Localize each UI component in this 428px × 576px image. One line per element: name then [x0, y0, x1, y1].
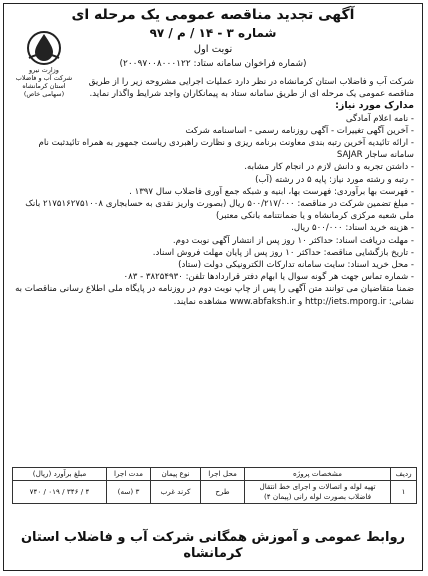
doc-item: - تاریخ بازگشایی مناقصه: حداکثر ۱۰ روز پس از پایان مهلت فروش اسناد. [152, 247, 414, 258]
notice-number: شماره ۳ - ۱۴ / م / ۹۷ [149, 26, 277, 40]
table-cell: تهیه لوله و اتصالات و اجرای خط انتقال فاضلاب بصورت لوله رانی (پیمان ۴) [245, 481, 391, 504]
doc-item: - ارائه تائیدیه آخرین رتبه بندی معاونت برنامه ریزی و نظارت راهبردی ریاست جمهور به همراه تائیدثبت نام سامانه ساجار SAJAR [38, 138, 414, 161]
table-header-row [13, 468, 417, 481]
doc-item: - فهرست بها برآوردی: فهرست بها، ابنیه و شبکه جمع آوری فاضلاب سال ۱۳۹۷ . [129, 186, 414, 197]
notice-round: نوبت اول [193, 44, 233, 55]
doc-item: - آخرین آگهی تغییرات - آگهی روزنامه رسمی - اساسنامه شرکت [185, 125, 414, 136]
notice-body [12, 76, 414, 308]
tender-table [12, 467, 417, 504]
table-header: مبلغ برآورد (ریال) [13, 468, 107, 481]
table-cell: ۱ [391, 481, 417, 504]
logo-line: (سهامی خاص) [23, 90, 65, 98]
doc-item: - شماره تماس جهت هر گونه سوال یا ابهام دفتر قراردادها تلفن: ۳۸۲۵۴۹۳۰ - ۰۸۳ [123, 272, 414, 283]
table-header: نوع پیمان [151, 468, 201, 481]
doc-item: - محل خرید اسناد: سایت سامانه تدارکات الکترونیکی دولت (ستاد) [178, 260, 414, 271]
water-drop-icon [21, 26, 67, 66]
doc-item: - مبلغ تضمین شرکت در مناقصه: ۵۰۰/۲۱۷/۰۰۰ ریال (بصورت واریز نقدی به حسابجاری ۲۱۷۵۱۶۲۷۵۱۰۰۸ بانک ملی شعبه مرکزی کرمانشاه و یا ضمانتنامه بانکی معتبر) [25, 199, 414, 222]
setad-number: (شماره فراخوان سامانه ستاد: ۲۰۰۹۷۰۰۸۰۰۰۱۲۲) [119, 59, 307, 69]
logo-line: استان کرمانشاه [22, 82, 66, 90]
tender-notice [3, 3, 423, 571]
notice-title: آگهی تجدید مناقصه عمومی یک مرحله ای [71, 7, 355, 23]
table-header: محل اجرا [201, 468, 245, 481]
table-header: ردیف [391, 468, 417, 481]
doc-item: - هزینه خرید اسناد: ۵۰۰/۰۰۰ ریال. [291, 223, 414, 234]
table-header: مدت اجرا [107, 468, 151, 481]
doc-item: - داشتن تجربه و دانش لازم در انجام کار مشابه. [244, 162, 414, 173]
doc-item: - نامه اعلام آمادگی [345, 113, 414, 124]
doc-item: - مهلت دریافت اسناد: حداکثر ۱۰ روز پس از انتشار آگهی نوبت دوم. [172, 235, 414, 246]
doc-item: ضمنا متقاضیان می توانند متن آگهی را پس از چاپ نوبت دوم در روزنامه در پایگاه ملی اطلاع رسانی مناقصات به نشانی: http://iets.mporg.ir و www.abfaksh.ir مشاهده نمایند. [15, 284, 414, 307]
logo-line: شرکت آب و فاضلاب [15, 74, 73, 82]
docs-heading: مدارک مورد نیاز: [335, 100, 414, 112]
table-cell: طرح [201, 481, 245, 504]
table-cell: کرند غرب [151, 481, 201, 504]
footer-signature: روابط عمومی و آموزش همگانی شرکت آب و فاضلاب استان کرمانشاه [20, 530, 406, 561]
table-cell: ۳ (سه) [107, 481, 151, 504]
logo-line: وزارت نیرو [29, 66, 59, 74]
table-header: مشخصات پروژه [245, 468, 391, 481]
doc-item: - رتبه و رشته مورد نیاز: پایه ۵ در رشته (آب) [255, 174, 414, 185]
table-row [13, 481, 417, 504]
table-cell: ۴ / ۳۴۶ / ۰۱۹ / ۷۴۰ [13, 481, 107, 504]
intro-paragraph: شرکت آب و فاضلاب استان کرمانشاه در نظر دارد عملیات اجرایی مشروحه زیر را از طریق مناقصه عمومی یک مرحله ای از طریق سامانه ستاد به پیمانکاران واجد شرایط واگذار نماید. [88, 77, 414, 100]
